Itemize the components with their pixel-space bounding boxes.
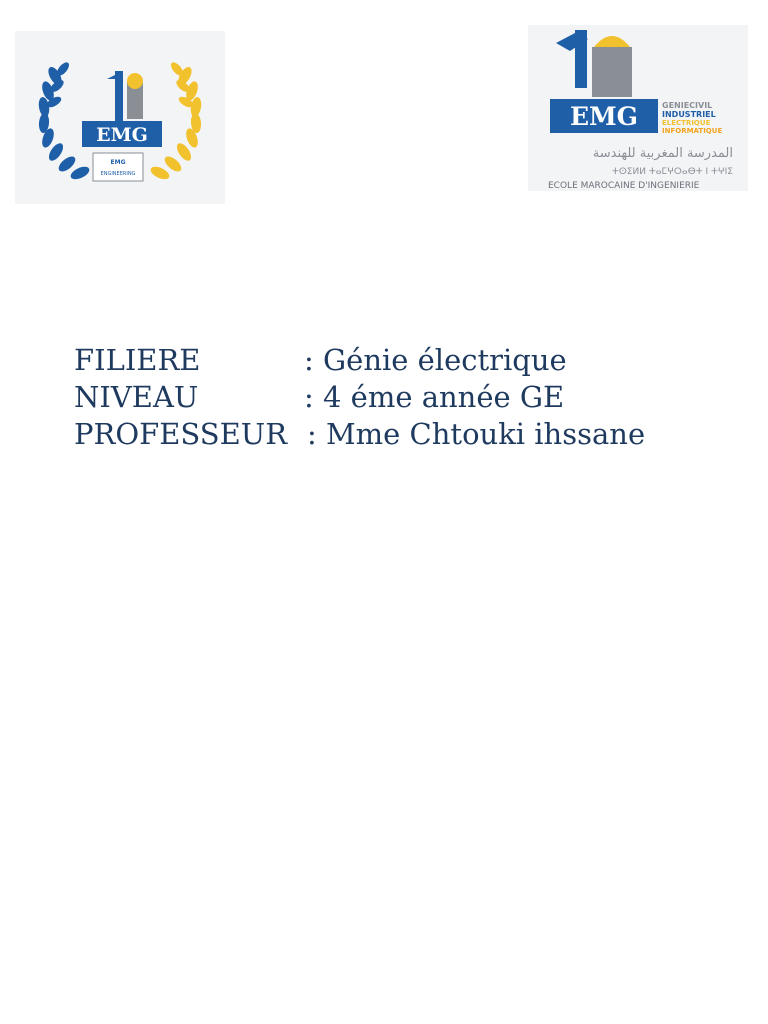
arabic-name-text: المدرسة المغربية للهندسة — [592, 146, 733, 161]
graduate-figure-icon — [107, 71, 143, 121]
niveau-value: : 4 éme année GE — [304, 380, 565, 414]
line-geniecivil: GENIECIVIL — [662, 101, 713, 110]
wreath-emblem-graphic — [15, 31, 225, 204]
line-informatique: INFORMATIQUE — [662, 127, 723, 135]
badge-top-text: EMG — [110, 159, 126, 166]
professeur-value: : Mme Chtouki ihssane — [307, 417, 646, 451]
school-emblem-graphic — [528, 25, 748, 191]
emg-engineering-logo — [15, 31, 225, 204]
professeur-label: PROFESSEUR — [74, 417, 288, 451]
line-electrique: ELECTRIQUE — [662, 119, 711, 127]
tifinagh-name-text: ⵜⵙⵉⵍⵍ ⵜⴰⵎⵖⵔⴰⴱⵜ ⵏ ⵜⵖⵏⵉ — [611, 167, 733, 177]
niveau-label: NIVEAU — [74, 380, 199, 414]
emg-brand-text: EMG — [96, 124, 148, 146]
info-row-professeur — [74, 416, 754, 453]
info-row-filiere — [74, 342, 754, 379]
line-industriel: INDUSTRIEL — [662, 110, 716, 119]
school-subtitle-text: ECOLE MAROCAINE D'INGENIERIE — [548, 181, 700, 191]
info-row-niveau — [74, 379, 754, 416]
emg-school-logo — [528, 25, 748, 191]
emg-brand-text: EMG — [569, 102, 639, 131]
badge-bottom-text: ENGINEERING — [100, 171, 136, 177]
graduate-figure-icon — [556, 30, 632, 97]
course-info-block — [74, 342, 754, 453]
filiere-label: FILIERE — [74, 343, 201, 377]
filiere-value: : Génie électrique — [304, 343, 567, 377]
